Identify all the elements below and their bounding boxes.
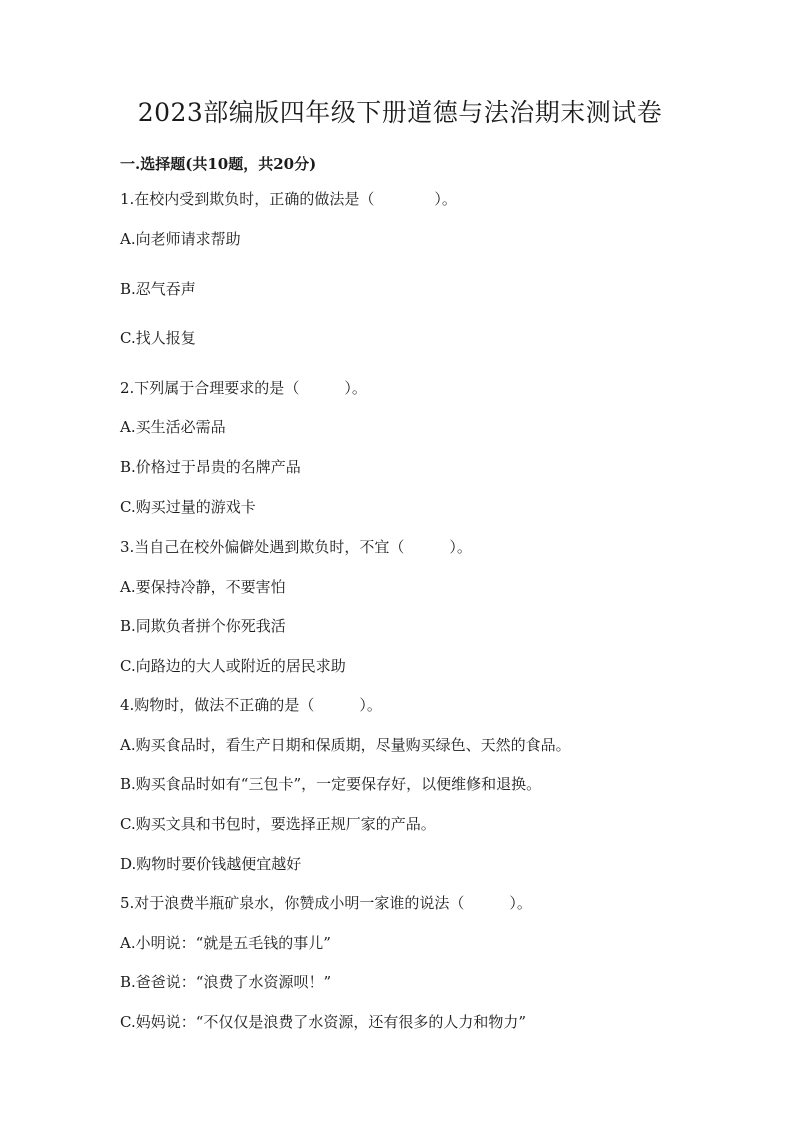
question-5-option-a: A.小明说：“就是五毛钱的事儿” xyxy=(120,934,331,952)
question-2-stem: 2.下列属于合理要求的是（ ）。 xyxy=(120,379,367,397)
question-5-stem: 5.对于浪费半瓶矿泉水，你赞成小明一家谁的说法（ ）。 xyxy=(120,894,532,912)
question-1-option-a: A.向老师请求帮助 xyxy=(120,230,241,248)
question-4-option-a: A.购买食品时，看生产日期和保质期，尽量购买绿色、天然的食品。 xyxy=(120,736,571,754)
question-2-option-a: A.买生活必需品 xyxy=(120,418,226,436)
question-4-option-b: B.购买食品时如有“三包卡”，一定要保存好，以便维修和退换。 xyxy=(120,775,542,793)
question-3-option-a: A.要保持冷静，不要害怕 xyxy=(120,578,286,596)
question-4-stem: 4.购物时，做法不正确的是（ ）。 xyxy=(120,696,382,714)
section-heading: 一.选择题(共10题，共20分) xyxy=(120,155,317,173)
question-1-option-c: C.找人报复 xyxy=(120,329,196,347)
question-5-option-c: C.妈妈说：“不仅仅是浪费了水资源，还有很多的人力和物力” xyxy=(120,1013,527,1031)
question-3-option-c: C.向路边的大人或附近的居民求助 xyxy=(120,657,346,675)
question-2-option-b: B.价格过于昂贵的名牌产品 xyxy=(120,458,301,476)
question-2-option-c: C.购买过量的游戏卡 xyxy=(120,498,256,516)
page-title: 2023部编版四年级下册道德与法治期末测试卷 xyxy=(137,98,663,127)
question-4-option-d: D.购物时要价钱越便宜越好 xyxy=(120,855,302,873)
question-3-stem: 3.当自己在校外偏僻处遇到欺负时，不宜（ ）。 xyxy=(120,538,472,556)
question-1-option-b: B.忍气吞声 xyxy=(120,280,196,298)
question-3-option-b: B.同欺负者拼个你死我活 xyxy=(120,617,286,635)
question-4-option-c: C.购买文具和书包时，要选择正规厂家的产品。 xyxy=(120,815,436,833)
question-5-option-b: B.爸爸说：“浪费了水资源呗！” xyxy=(120,973,332,991)
question-1-stem: 1.在校内受到欺负时，正确的做法是（ ）。 xyxy=(120,190,457,208)
